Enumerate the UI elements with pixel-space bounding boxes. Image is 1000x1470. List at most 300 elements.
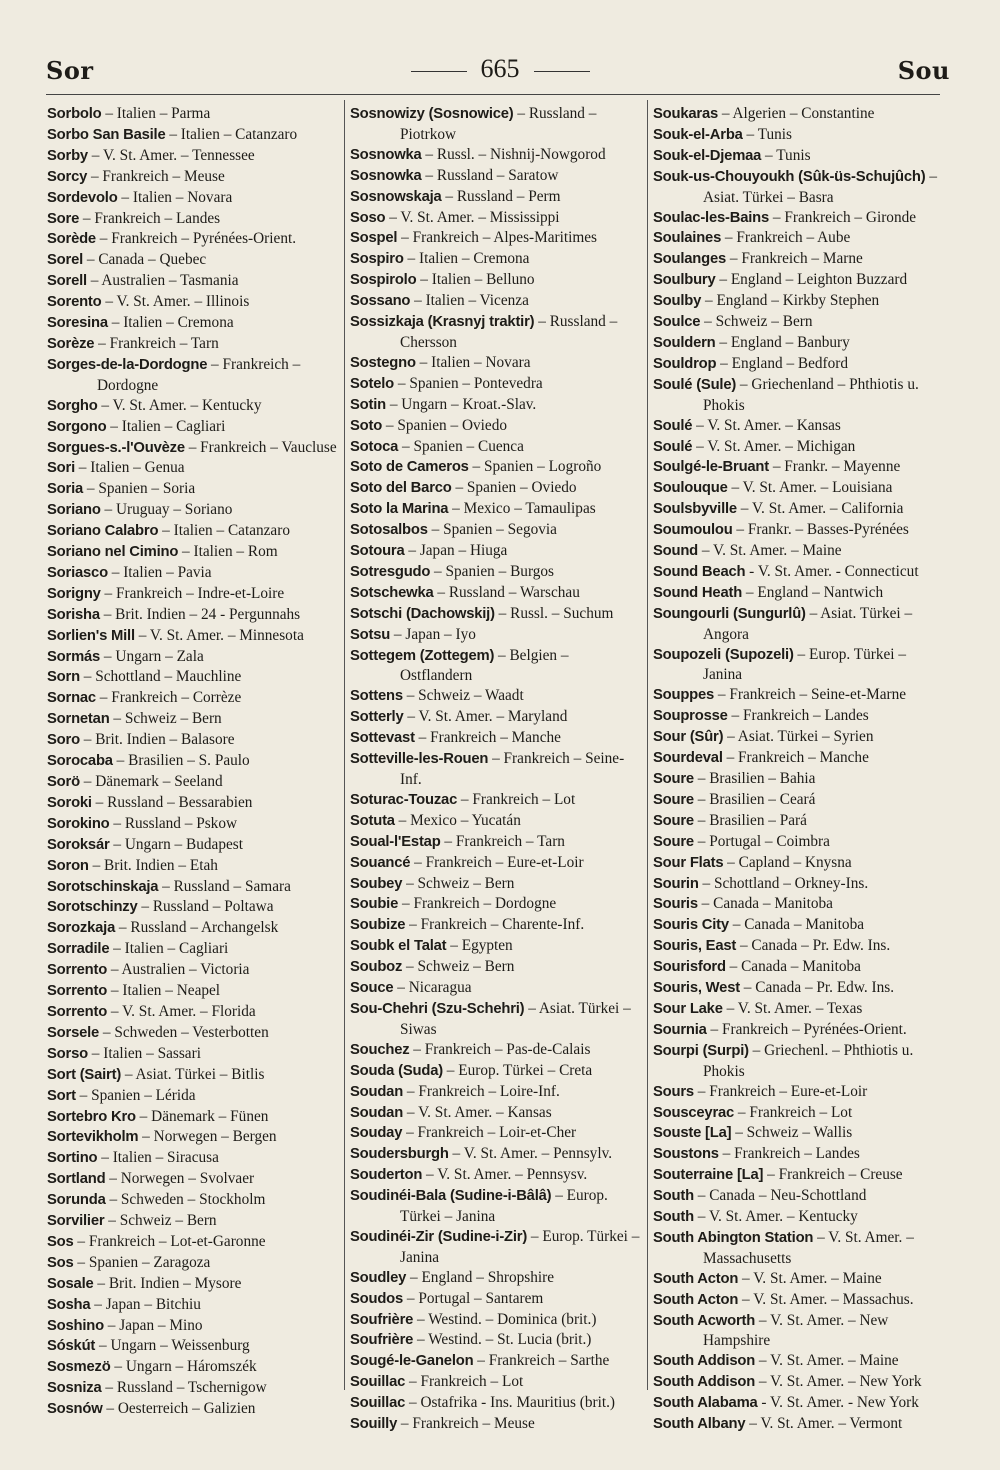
entry-location: – Schweiz – Wallis <box>731 1124 853 1142</box>
entry-headword: Sosmezö <box>47 1359 111 1376</box>
entry-location: – V. St. Amer. – Pennsylv. <box>448 1145 613 1163</box>
entry-location: – Australien – Tasmania <box>86 272 239 290</box>
entry-location: – Nicaragua <box>393 979 472 997</box>
entry-headword: Sort <box>47 1087 76 1104</box>
entry-headword: Sorunda <box>47 1192 106 1209</box>
gazetteer-entry <box>47 647 339 668</box>
entry-headword: Sordevolo <box>47 189 118 206</box>
entry-headword: Sorède <box>47 231 96 248</box>
gazetteer-entry <box>47 229 339 250</box>
entry-location: – England – Nantwich <box>742 583 884 601</box>
entry-headword: Sorento <box>47 294 102 311</box>
entry-headword: Souday <box>350 1125 403 1142</box>
entry-headword: Sorradile <box>47 941 110 958</box>
entry-headword: Souppes <box>653 687 715 704</box>
entry-headword: Soudan <box>350 1104 404 1121</box>
entry-headword: Sornac <box>47 690 96 707</box>
gazetteer-entry <box>653 125 943 146</box>
entry-headword: Sorcy <box>47 168 88 185</box>
gazetteer-entry <box>653 1393 943 1414</box>
entry-headword: Sorigny <box>47 585 101 602</box>
entry-location: – V. St. Amer. – Mississippi <box>385 208 560 226</box>
entry-headword: Sori <box>47 460 75 477</box>
entry-headword: Soufrière <box>350 1332 414 1349</box>
entry-headword: Sour (Sûr) <box>653 729 724 746</box>
entry-location: – Spanien – Oviedo <box>451 479 577 497</box>
entry-headword: Sorokino <box>47 815 110 832</box>
entry-location: – Japan – Iyo <box>390 625 476 643</box>
gazetteer-entry <box>653 146 943 167</box>
gazetteer-entry <box>47 918 339 939</box>
gazetteer-entry <box>47 1023 339 1044</box>
entry-location: – V. St. Amer. – Kentucky <box>693 1208 858 1226</box>
entry-location: – Frankreich – Lot <box>405 1373 524 1391</box>
entry-location: – V. St. Amer. – Tennessee <box>87 146 255 164</box>
gazetteer-entry <box>47 167 339 188</box>
entry-headword: Souris City <box>653 917 729 934</box>
gazetteer-entry <box>350 728 643 749</box>
gazetteer-entry <box>653 478 943 499</box>
entry-headword: Sound <box>653 543 699 560</box>
entry-location: – Italien – Pavia <box>107 563 212 581</box>
entry-headword: Sotschewka <box>350 584 434 601</box>
entry-location: – Westind. – St. Lucia (brit.) <box>413 1331 592 1349</box>
entry-location: – Russland – Perm <box>441 187 561 205</box>
entry-location: – Europ. Türkei – Janina <box>703 645 906 684</box>
entry-headword: South Addison <box>653 1374 756 1391</box>
entry-headword: Sotelo <box>350 375 395 392</box>
gazetteer-entry <box>653 936 943 957</box>
gazetteer-entry <box>653 894 943 915</box>
gazetteer-entry <box>47 960 339 981</box>
entry-location: – Frankreich – Charente-Inf. <box>405 916 585 934</box>
gazetteer-entry <box>47 730 339 751</box>
gazetteer-entry <box>47 125 339 146</box>
entry-location: – Schweiz – Bern <box>700 313 813 331</box>
entry-headword: Sort (Sairt) <box>47 1066 122 1083</box>
entry-headword: Sossizkaja (Krasnyj traktir) <box>350 314 535 331</box>
gazetteer-entry <box>47 146 339 167</box>
entry-location: – Frankreich – Eure-et-Loir <box>693 1082 868 1100</box>
entry-headword: Sotuta <box>350 812 395 829</box>
entry-headword: Sosnowka <box>350 167 422 184</box>
gazetteer-entry <box>350 1103 643 1124</box>
entry-headword: South Acton <box>653 1291 739 1308</box>
gazetteer-entry <box>653 437 943 458</box>
entry-headword: Sospirolo <box>350 272 417 289</box>
gazetteer-entry <box>350 208 643 229</box>
gazetteer-entry <box>47 814 339 835</box>
gazetteer-entry <box>47 1211 339 1232</box>
entry-location: – V. St. Amer. – New Hampshire <box>703 1311 889 1350</box>
entry-headword: Soure <box>653 791 694 808</box>
entry-location: – Frankreich – Meuse <box>397 1415 535 1433</box>
gazetteer-entry <box>350 1144 643 1165</box>
gazetteer-entry <box>350 1123 643 1144</box>
entry-location: – Schweiz – Bern <box>402 958 515 976</box>
entry-location: – Spanien – Soria <box>83 480 196 498</box>
entry-headword: Soresina <box>47 315 108 332</box>
entry-headword: Souchez <box>350 1041 410 1058</box>
entry-headword: South Addison <box>653 1353 756 1370</box>
gazetteer-entry <box>350 416 643 437</box>
entry-headword: Sousceyrac <box>653 1104 735 1121</box>
gazetteer-entry <box>653 104 943 125</box>
gazetteer-entry <box>47 355 339 396</box>
gazetteer-entry <box>653 706 943 727</box>
entry-location: – Brasilien – S. Paulo <box>112 752 250 770</box>
entry-location: – Italien – Cremona <box>107 314 234 332</box>
gazetteer-entry <box>350 686 643 707</box>
gazetteer-entry <box>653 249 943 270</box>
gazetteer-entry <box>47 500 339 521</box>
gazetteer-entry <box>47 584 339 605</box>
entry-headword: Sosnowka <box>350 146 422 163</box>
gazetteer-entry <box>350 353 643 374</box>
entry-location: – Russland – Samara <box>158 877 291 895</box>
gazetteer-entry <box>47 271 339 292</box>
entry-headword: Soroki <box>47 794 92 811</box>
entry-location: – Spanien – Zaragoza <box>73 1253 211 1271</box>
gazetteer-entry <box>47 521 339 542</box>
gazetteer-entry <box>653 915 943 936</box>
gazetteer-entry <box>47 1399 339 1420</box>
entry-headword: Sorlien's Mill <box>47 627 135 644</box>
gazetteer-entry <box>47 250 339 271</box>
entry-location: – Westind. – Dominica (brit.) <box>413 1310 597 1328</box>
entry-headword: Souk-us-Chouyoukh (Sûk-üs-Schujûch) <box>653 168 926 185</box>
gazetteer-entry <box>47 209 339 230</box>
entry-location: – V. St. Amer. – Kansas <box>692 416 841 434</box>
entry-location: – Frankreich – Manche <box>414 729 561 747</box>
gazetteer-entry <box>47 1295 339 1316</box>
entry-location: – Italien – Novara <box>117 188 233 206</box>
entry-location: – Schweiz – Bern <box>109 710 222 728</box>
entry-headword: Sournia <box>653 1021 707 1038</box>
entry-headword: Sorvilier <box>47 1213 105 1230</box>
gazetteer-entry <box>350 978 643 999</box>
entry-location: – Russl. – Suchum <box>494 604 614 622</box>
entry-location: – Russland – Saratow <box>421 166 559 184</box>
gazetteer-entry <box>350 1227 643 1268</box>
gazetteer-entry <box>47 1190 339 1211</box>
gazetteer-entry <box>653 811 943 832</box>
entry-headword: South Albany <box>653 1416 746 1433</box>
entry-headword: Souldrop <box>653 355 717 372</box>
gazetteer-entry <box>653 999 943 1020</box>
entry-headword: Souste [La] <box>653 1125 732 1142</box>
gazetteer-entry <box>653 853 943 874</box>
gazetteer-entry <box>47 334 339 355</box>
entry-location: – Dänemark – Seeland <box>79 773 223 790</box>
gazetteer-entry <box>653 541 943 562</box>
entry-headword: Sorges-de-la-Dordogne <box>47 356 208 373</box>
entry-headword: Soron <box>47 857 89 874</box>
entry-headword: Soumoulou <box>653 522 733 539</box>
entry-location: – V. St. Amer. – Minnesota <box>134 626 304 644</box>
entry-headword: Sorgono <box>47 418 107 435</box>
gazetteer-entry <box>47 542 339 563</box>
entry-location: – V. St. Amer. – Maine <box>738 1269 882 1287</box>
gazetteer-entry <box>653 1082 943 1103</box>
entry-location: – Dänemark – Fünen <box>135 1107 269 1125</box>
entry-headword: Souce <box>350 980 394 997</box>
gazetteer-entry <box>47 981 339 1002</box>
entry-location: – Frankreich – Pas-de-Calais <box>409 1040 591 1058</box>
gazetteer-entry <box>653 1165 943 1186</box>
gazetteer-entry <box>350 145 643 166</box>
gazetteer-entry <box>47 1378 339 1399</box>
entry-location: – Schottland – Orkney-Ins. <box>698 874 869 892</box>
gazetteer-entry <box>350 707 643 728</box>
entry-location: – Japan – Bitchiu <box>90 1295 201 1313</box>
gazetteer-entry <box>653 604 943 645</box>
entry-headword: Sorozkaja <box>47 920 116 937</box>
entry-headword: Soure <box>653 771 694 787</box>
entry-location: – Frankreich – Seine-et-Marne <box>714 686 907 704</box>
entry-location: - V. St. Amer. - Connecticut <box>745 562 919 580</box>
entry-headword: Sos <box>47 1254 74 1271</box>
entry-location: – Italien – Vicenza <box>410 292 529 310</box>
entry-location: – Frankreich – Pyrénées-Orient. <box>706 1020 907 1038</box>
entry-headword: Soufrière <box>350 1311 414 1328</box>
gazetteer-entry <box>350 999 643 1040</box>
entry-headword: Soto de Cameros <box>350 459 469 476</box>
gazetteer-entry <box>653 1311 943 1352</box>
entry-location: – Frankreich – Lot-et-Garonne <box>73 1232 266 1250</box>
entry-headword: Soriano <box>47 502 101 519</box>
entry-location: – Frankreich – Meuse <box>87 167 225 185</box>
gazetteer-entry <box>47 1148 339 1169</box>
gazetteer-entry <box>350 1186 643 1227</box>
gazetteer-entry <box>350 583 643 604</box>
entry-location: – Russland – Archangelsk <box>115 919 279 937</box>
entry-location: – V. St. Amer. – Pennsysv. <box>422 1166 588 1184</box>
entry-headword: Sotschi (Dachowskij) <box>350 605 495 622</box>
entry-location: – England – Leighton Buzzard <box>715 271 908 289</box>
gazetteer-entry <box>350 187 643 208</box>
gazetteer-entry <box>47 1232 339 1253</box>
gazetteer-entry <box>653 727 943 748</box>
entry-location: - V. St. Amer. - New York <box>757 1394 919 1412</box>
entry-location: – Frankreich – Manche <box>722 749 869 767</box>
entry-headword: Souk-el-Arba <box>653 126 743 143</box>
entry-headword: Sóskút <box>47 1338 96 1355</box>
entry-location: – Brasilien – Bahia <box>693 770 816 787</box>
entry-headword: Sorell <box>47 273 87 290</box>
entry-headword: Sorrento <box>47 962 108 979</box>
entry-location: – Russland – Warschau <box>433 583 580 601</box>
entry-headword: Soudley <box>350 1269 407 1286</box>
entry-location: – Uruguay – Soriano <box>100 501 233 519</box>
entry-location: – Ungarn – Kroat.-Slav. <box>386 395 537 413</box>
entry-headword: Sore <box>47 210 80 227</box>
entry-location: – Schweden – Vesterbotten <box>99 1023 269 1041</box>
entry-location: – Europ. Türkei – Janina <box>400 1227 640 1266</box>
entry-location: – Russland – Poltawa <box>137 898 274 916</box>
entry-headword: Soudan <box>350 1083 404 1100</box>
gazetteer-entry <box>653 1228 943 1269</box>
entry-location: – Schweiz – Bern <box>402 874 515 892</box>
entry-headword: Sorbolo <box>47 106 102 122</box>
entry-location: – V. St. Amer. – Illinois <box>101 293 250 311</box>
entry-location: – Italien – Novara <box>415 353 531 371</box>
gazetteer-entry <box>350 936 643 957</box>
gazetteer-entry <box>653 291 943 312</box>
entry-headword: South Acworth <box>653 1312 756 1329</box>
entry-headword: Sospel <box>350 230 398 247</box>
entry-headword: Souilly <box>350 1416 398 1433</box>
gazetteer-entry <box>350 228 643 249</box>
gazetteer-entry <box>350 520 643 541</box>
entry-headword: Soubie <box>350 896 399 913</box>
entry-headword: Souldern <box>653 334 716 351</box>
entry-location: – Italien – Cagliari <box>109 940 229 958</box>
entry-headword: South <box>653 1188 694 1205</box>
gazetteer-entry <box>653 583 943 604</box>
entry-headword: Soulanges <box>653 251 727 268</box>
entry-location: – Frankreich – Pyrénées-Orient. <box>95 230 297 248</box>
entry-location: – Schweiz – Waadt <box>402 687 524 705</box>
entry-headword: Soubk el Talat <box>350 938 447 955</box>
entry-location: – Russland – Pskow <box>109 814 238 832</box>
entry-location: – Spanien – Pontevedra <box>394 374 543 392</box>
entry-headword: Sou-Chehri (Szu-Schehri) <box>350 1000 525 1017</box>
gazetteer-entry <box>653 645 943 686</box>
entry-headword: Soshino <box>47 1317 104 1334</box>
gazetteer-entry <box>47 667 339 688</box>
entry-headword: Sospiro <box>350 251 404 268</box>
entry-location: – Spanien – Segovia <box>427 521 557 539</box>
entry-headword: Soulaines <box>653 230 722 247</box>
gazetteer-entry <box>653 1351 943 1372</box>
gazetteer-entry <box>47 1336 339 1357</box>
gazetteer-entry <box>47 292 339 313</box>
entry-location: – Frankreich – Vaucluse <box>184 438 337 456</box>
gazetteer-entry <box>47 417 339 438</box>
entry-location: – Canada – Quebec <box>83 251 207 269</box>
gazetteer-entry <box>350 1414 643 1435</box>
gazetteer-entry <box>47 856 339 877</box>
entry-location: – V. St. Amer. – Vermont <box>745 1415 903 1433</box>
column-divider <box>344 100 345 1390</box>
entry-headword: Sormás <box>47 648 101 665</box>
entry-location: – Portugal – Santarem <box>403 1289 544 1307</box>
entry-headword: Sortebro Kro <box>47 1108 136 1125</box>
entry-location: – Canada – Pr. Edw. Ins. <box>736 937 891 955</box>
gazetteer-entry <box>350 915 643 936</box>
gazetteer-entry <box>47 1127 339 1148</box>
entry-headword: South Alabama <box>653 1395 758 1412</box>
entry-headword: Sorotschinzy <box>47 899 138 916</box>
gazetteer-entry <box>350 1393 643 1414</box>
gazetteer-entry <box>350 562 643 583</box>
entry-headword: Souris, East <box>653 938 737 955</box>
entry-location: – V. St. Amer. – Michigan <box>692 437 856 455</box>
entry-location: – Mexico – Yucatán <box>394 811 521 829</box>
entry-headword: Sottegem (Zottegem) <box>350 647 495 664</box>
page-number-header <box>0 54 1000 84</box>
entry-headword: Sour Lake <box>653 1000 723 1017</box>
entry-headword: Soto la Marina <box>350 501 449 518</box>
entry-location: – Spanien – Logroño <box>468 458 602 476</box>
entry-headword: Sottens <box>350 688 403 705</box>
entry-headword: Sorrento <box>47 1003 108 1020</box>
entry-location: – Frankreich – Corrèze <box>95 689 242 707</box>
entry-location: – Frankreich – Aube <box>721 229 851 247</box>
entry-headword: Soriano nel Cimino <box>47 544 179 561</box>
gazetteer-entry <box>653 562 943 583</box>
gazetteer-entry <box>653 790 943 811</box>
gazetteer-entry <box>350 604 643 625</box>
entry-headword: Sottevast <box>350 730 415 747</box>
entry-headword: Soustons <box>653 1146 719 1163</box>
entry-location: – Ungarn – Weissenburg <box>95 1337 250 1355</box>
entry-location: – Asiat. Türkei – Basra <box>703 167 937 206</box>
gazetteer-entry <box>653 685 943 706</box>
gazetteer-entry <box>350 541 643 562</box>
entry-headword: Sorsele <box>47 1024 100 1041</box>
entry-location: – V. St. Amer. – Maine <box>698 542 842 560</box>
entry-location: – England – Banbury <box>715 333 850 351</box>
gazetteer-entry <box>653 978 943 999</box>
gazetteer-entry <box>350 894 643 915</box>
entry-location: – Frankreich – Loire-Inf. <box>403 1082 560 1100</box>
entry-headword: Soturac-Touzac <box>350 791 458 808</box>
gazetteer-entry <box>653 312 943 333</box>
gazetteer-entry <box>350 790 643 811</box>
entry-headword: Souk-el-Djemaa <box>653 147 762 164</box>
entry-location: – Europ. Türkei – Creta <box>442 1061 593 1079</box>
entry-headword: Sosnów <box>47 1401 103 1418</box>
entry-headword: Sorocaba <box>47 753 113 770</box>
entry-headword: Soso <box>350 209 386 226</box>
entry-location: – Frankr. – Basses-Pyrénées <box>732 521 909 539</box>
entry-location: – Frankreich – Tarn <box>440 832 565 850</box>
column-divider <box>647 100 648 1390</box>
gazetteer-entry <box>350 104 643 145</box>
entry-location: – Italien – Belluno <box>416 271 535 289</box>
entry-headword: Sortland <box>47 1171 106 1188</box>
entry-location: – Frankreich – Sarthe <box>473 1352 610 1370</box>
gazetteer-entry <box>47 1169 339 1190</box>
entry-headword: Soure <box>653 833 694 850</box>
entry-headword: Soukaras <box>653 106 719 122</box>
entry-location: – Asiat. Türkei – Bitlis <box>121 1065 265 1083</box>
entry-location: – Canada – Manitoba <box>697 895 833 913</box>
entry-headword: Soto <box>350 417 383 434</box>
gazetteer-entry <box>350 853 643 874</box>
gazetteer-entry <box>47 709 339 730</box>
entry-headword: Sourpi (Surpi) <box>653 1042 749 1059</box>
gazetteer-entry <box>653 1290 943 1311</box>
entry-headword: Souancé <box>350 854 411 871</box>
gazetteer-entry <box>653 1186 943 1207</box>
entry-headword: Sotteville-les-Rouen <box>350 751 489 768</box>
entry-headword: Sostegno <box>350 354 416 371</box>
entry-headword: Soulac-les-Bains <box>653 209 770 226</box>
entry-location: – Spanien – Lérida <box>75 1086 196 1104</box>
page-number: 665 <box>480 54 520 83</box>
gazetteer-entry <box>653 354 943 375</box>
gazetteer-entry <box>47 626 339 647</box>
entry-headword: Sorgho <box>47 397 98 414</box>
gazetteer-entry <box>350 499 643 520</box>
entry-location: – Asiat. Türkei – Syrien <box>723 728 874 746</box>
gazetteer-entry <box>47 313 339 334</box>
entry-headword: Sotoura <box>350 543 405 560</box>
entry-headword: Soupozeli (Supozeli) <box>653 646 794 663</box>
